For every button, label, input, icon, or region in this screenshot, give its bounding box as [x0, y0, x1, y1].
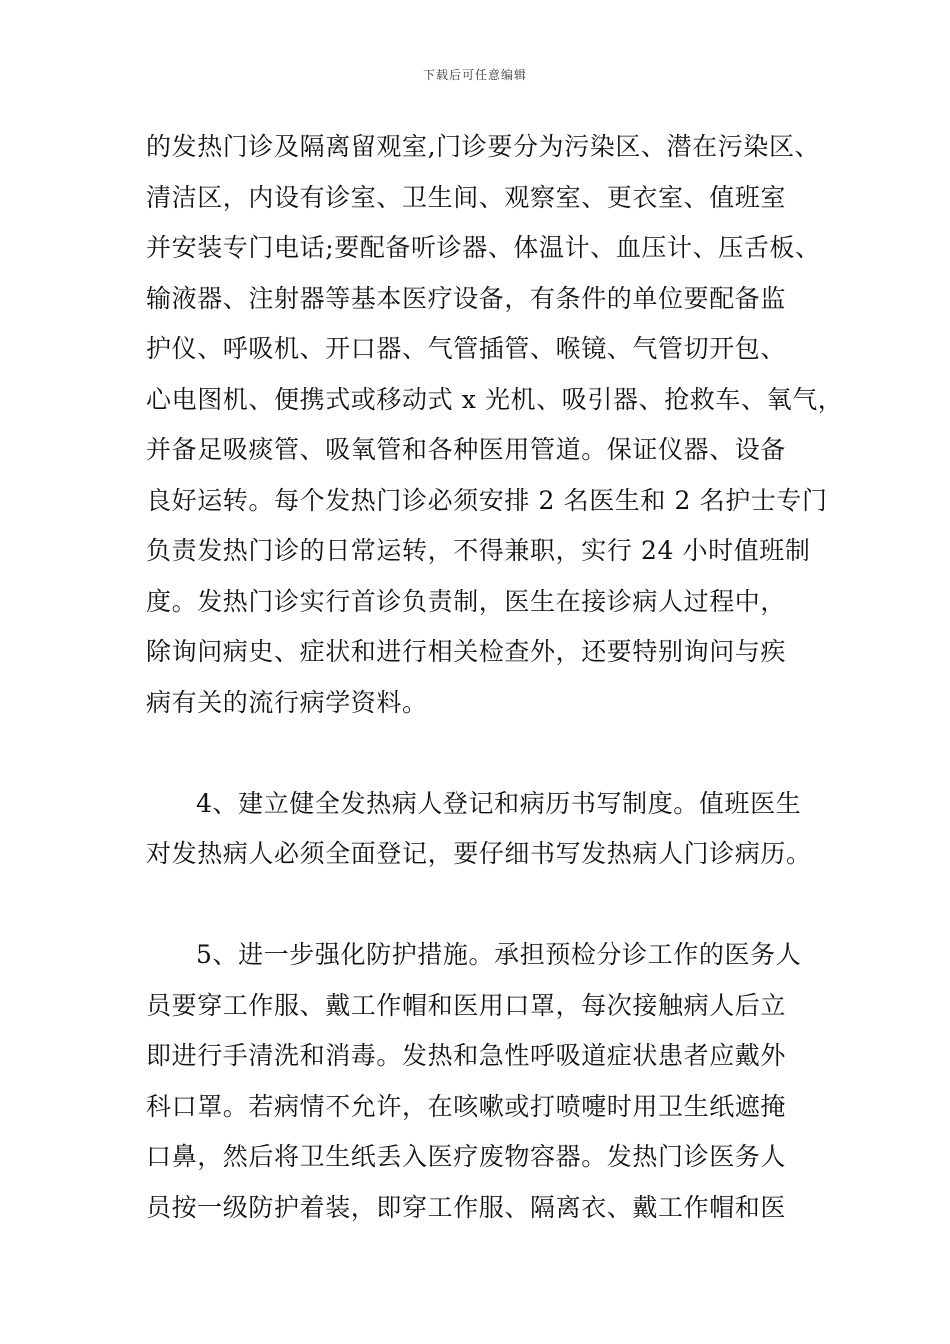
paragraph-spacer — [146, 728, 836, 779]
text-line: 病有关的流行病学资料。 — [146, 687, 428, 717]
text-line: 即进行手清洗和消毒。发热和急性呼吸道症状患者应戴外 — [146, 1041, 787, 1070]
text-line: 科口罩。若病情不允许，在咳嗽或打喷嚏时用卫生纸遮掩 — [146, 1091, 787, 1121]
paragraph-continuation — [146, 122, 844, 728]
page-header: 下载后可任意编辑 — [422, 68, 527, 82]
document-body — [146, 122, 844, 1233]
text-line: 负责发热门诊的日常运转，不得兼职，实行 24 小时值班制 — [146, 536, 811, 565]
text-line: 员要穿工作服、戴工作帽和医用口罩，每次接触病人后立 — [146, 990, 787, 1020]
text-line: 4、建立健全发热病人登记和病历书写制度。值班医生 — [196, 788, 802, 818]
text-line: 除询问病史、症状和进行相关检查外，还要特别询问与疾 — [146, 637, 787, 666]
text-line: 并备足吸痰管、吸氧管和各种医用管道。保证仪器、设备 — [146, 435, 787, 464]
text-line: 清洁区，内设有诊室、卫生间、观察室、更衣室、值班室 — [146, 182, 787, 212]
text-line: 良好运转。每个发热门诊必须安排 2 名医生和 2 名护士专门 — [146, 485, 828, 515]
text-line: 对发热病人必须全面登记，要仔细书写发热病人门诊病历。 — [146, 839, 812, 868]
text-line: 输液器、注射器等基本医疗设备，有条件的单位要配备监 — [146, 283, 787, 313]
text-line: 并安装专门电话;要配备听诊器、体温计、血压计、压舌板、 — [146, 233, 821, 262]
text-line: 心电图机、便携式或移动式 x 光机、吸引器、抢救车、氧气， — [146, 384, 844, 414]
text-line: 的发热门诊及隔离留观室,门诊要分为污染区、潜在污染区、 — [146, 132, 821, 161]
text-line: 护仪、呼吸机、开口器、气管插管、喉镜、气管切开包、 — [146, 334, 787, 363]
text-line: 度。发热门诊实行首诊负责制，医生在接诊病人过程中， — [146, 586, 787, 616]
paragraph-item-4 — [146, 779, 836, 880]
text-line: 口鼻，然后将卫生纸丢入医疗废物容器。发热门诊医务人 — [146, 1142, 787, 1171]
paragraph-spacer — [146, 880, 836, 931]
paragraph-item-5 — [146, 930, 836, 1233]
text-line: 员按一级防护着装，即穿工作服、隔离衣、戴工作帽和医 — [146, 1192, 787, 1222]
text-line: 5、进一步强化防护措施。承担预检分诊工作的医务人 — [196, 940, 802, 969]
